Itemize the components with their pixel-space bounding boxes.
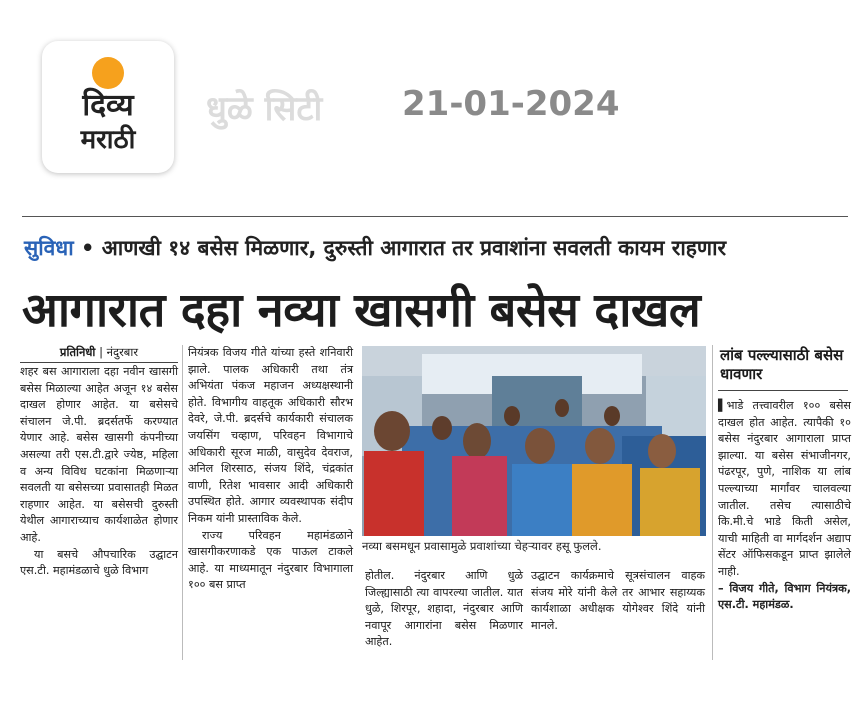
column-2-paragraph-1: नियंत्रक विजय गीते यांच्या हस्ते शनिवारी झाले. पालक अधिकारी तथा तंत्र अभियंता पंकज महाजन अध्यक्षस्थानी होते. विभागीय वाहतूक अधिकारी सौरभ देवरे, जे.पी. ब्रदर्सचे कार्यकारी संचालक जयसिंग चव्हाण, परिवहन विभागाचे अधिकारी सूरज माळी, वासुदेव देवराज, अनिल शिरसाठ, संजय शिंदे, चंद्रकांत वाणी, रितेश भावसार आदी अधिकारी उपस्थित होते. आगार व्यवस्थापक संदीप निकम यांनी प्रास्ताविक केले. [188,346,353,525]
kicker-tag: सुविधा [24,236,74,260]
bus-interior-photo [362,346,706,536]
logo [42,41,174,173]
article-column-2 [188,345,353,594]
sidebar-divider [712,345,713,660]
article-column-3 [365,568,523,651]
column-1-paragraph-2: या बसचे औपचारिक उद्घाटन एस.टी. महामंडळाचे धुळे विभाग [20,547,178,578]
byline-label: प्रतिनिधी [59,345,96,359]
edition-date: 21-01-2024 [402,84,620,124]
logo-sun-icon [92,57,124,89]
article-column-4 [531,568,705,634]
article-column-1 [20,364,178,580]
photo-image [362,346,706,536]
sidebar-title: लांब पल्ल्यासाठी बसेस धावणार [720,346,844,383]
column-4-paragraph: उद्घाटन कार्यक्रमाचे सूत्रसंचालन वाहक संजय मोरे यांनी केले तर आभार सहाय्यक कार्यशाळा अधीक्षक योगेश्वर शिंदे यांनी मानले. [531,569,705,632]
byline: प्रतिनिधी | नंदुरबार [20,345,178,363]
logo-line-1: दिव्य [82,88,134,123]
kicker-separator: • [80,236,95,260]
kicker [24,234,726,262]
header-divider [22,216,848,217]
edition-name: धुळे सिटी [206,89,323,129]
sidebar-paragraph: ▌भाडे तत्त्वावरील १०० बसेस दाखल होत आहेत. त्यापैकी १० बसेस नंदुरबार आगाराला प्राप्त झाल्या. या बसेस संभाजीनगर, पंढरपूर, पुणे, नाशिक या लांब पल्ल्याच्या मार्गांवर चालवल्या जातील. तसेच त्यासाठीचे कि.मी.चे भाडे किती असेल, याची माहिती वा मार्गदर्शन अद्याप सेंटर ऑफिसकडून प्राप्त झालेले नाही. [718,399,851,578]
sidebar-signature: – विजय गीते, विभाग नियंत्रक, एस.टी. महामंडळ. [718,581,851,612]
headline: आगारात दहा नव्या खासगी बसेस दाखल [22,283,701,338]
sidebar-body [718,398,851,614]
sidebar-title-underline [718,390,848,391]
column-divider [182,345,183,660]
column-2-paragraph-2: राज्य परिवहन महामंडळाने खासगीकरणाकडे एक पाऊल टाकले आहे. या माध्यमातून नंदुरबार विभागाला १०० बस प्राप्त [188,528,353,592]
logo-line-2: मराठी [80,125,136,155]
byline-place: नंदुरबार [106,345,139,359]
column-1-paragraph-1: शहर बस आगाराला दहा नवीन खासगी बसेस मिळाल्या आहेत अजून १४ बसेस दाखल होणार आहेत. या बसेसचे संचालन जे.पी. ब्रदर्सतर्फे करण्यात येणार आहे. बसेस खासगी कंपनीच्या असल्या तरी एस.टी.द्वारे ज्येष्ठ, महिला व अन्य विविध घटकांना मिळणाऱ्या सवलती या बसेसच्या प्रवासातही मिळत राहणार आहेत. या बसेसची दुरुस्ती येथील आगाराच्याच कार्यशाळेत होणार आहे. [20,365,178,544]
column-3-paragraph: होतील. नंदुरबार आणि धुळे जिल्ह्यासाठी त्या वापरल्या जातील. यात धुळे, शिरपूर, शहादा, नंदुरबार आणि नवापूर आगारांना बसेस मिळणार आहेत. [365,569,523,649]
kicker-text: आणखी १४ बसेस मिळणार, दुरुस्ती आगारात तर प्रवाशांना सवलती कायम राहणार [101,236,727,260]
photo-caption: नव्या बसमधून प्रवासामुळे प्रवाशांच्या चेहऱ्यावर हसू फुलले. [362,539,602,553]
